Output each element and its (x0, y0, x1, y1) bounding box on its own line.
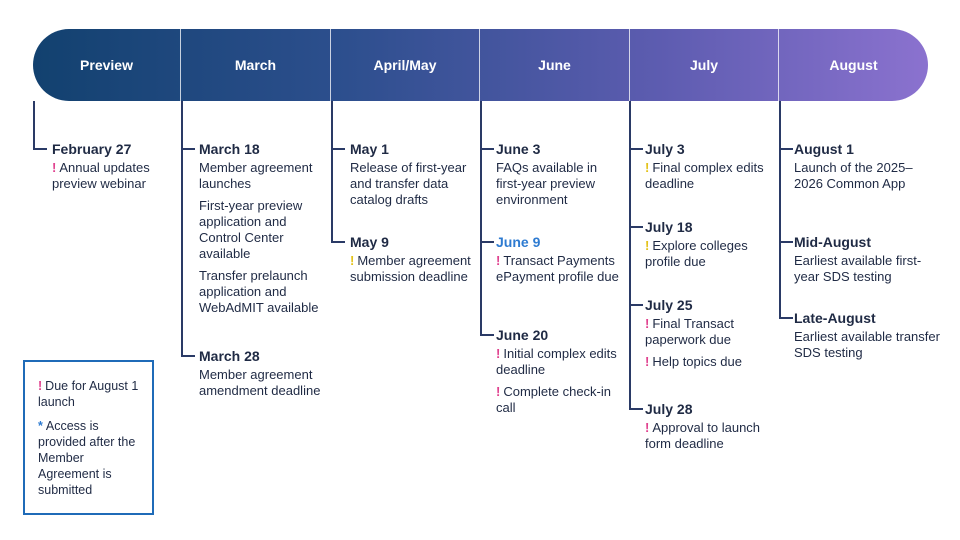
legend-due (38, 378, 140, 410)
due-mark: ! (52, 160, 57, 175)
connector-tick (779, 148, 793, 150)
due-mark: ! (645, 316, 650, 331)
due-mark: ! (496, 253, 501, 268)
due-mark: ! (496, 384, 501, 399)
milestone-february-27 (52, 140, 176, 198)
milestone-date: March 28 (199, 348, 260, 364)
milestone-date: June 20 (496, 327, 549, 343)
connector-tick (181, 355, 195, 357)
milestone-march-18 (199, 140, 326, 322)
milestone-date: August 1 (794, 141, 854, 157)
milestone-text: Launch of the 2025–2026 Common App (794, 160, 913, 191)
legend-box (23, 360, 154, 515)
milestone-date: July 3 (645, 141, 685, 157)
milestone-text: Explore colleges profile due (645, 238, 748, 269)
milestone-date: March 18 (199, 141, 260, 157)
milestone-text: Approval to launch form deadline (645, 420, 761, 451)
milestone-may-9 (350, 233, 478, 291)
milestone-text: Initial complex edits deadline (496, 346, 617, 377)
due-mark: ! (496, 346, 501, 361)
milestone-date: May 9 (350, 234, 389, 250)
connector-tick (629, 226, 643, 228)
connector-tick (480, 334, 494, 336)
period-july: July (630, 29, 779, 101)
milestone-text: Transfer prelaunch application and WebAdMIT available (199, 268, 319, 315)
period-june: June (480, 29, 630, 101)
milestone-text: Release of first-year and transfer data catalog drafts (350, 160, 467, 207)
milestone-date: July 28 (645, 401, 693, 417)
milestone-date: July 18 (645, 219, 693, 235)
milestone-text: Earliest available transfer SDS testing (794, 329, 940, 360)
milestone-text: Member agreement amendment deadline (199, 367, 321, 398)
milestone-text: Transact Payments ePayment profile due (496, 253, 619, 284)
milestone-late-august (794, 309, 944, 367)
due-mark: ! (645, 238, 650, 253)
connector-tick (33, 148, 47, 150)
legend-access (38, 418, 140, 498)
due-mark: ! (645, 354, 650, 369)
period-august: August (829, 57, 878, 73)
connector-tick (181, 148, 195, 150)
due-mark: ! (38, 379, 43, 393)
milestone-text: Help topics due (652, 354, 742, 369)
milestone-date: June 3 (496, 141, 541, 157)
milestone-august-1 (794, 140, 934, 198)
milestone-june-20 (496, 326, 624, 422)
milestone-text: First-year preview application and Control Center available (199, 198, 303, 261)
milestone-text: Earliest available first-year SDS testing (794, 253, 922, 284)
milestone-text: Annual updates preview webinar (52, 160, 150, 191)
connector-tick (779, 241, 793, 243)
connector-tick (629, 148, 643, 150)
milestone-july-18 (645, 218, 773, 276)
connector-line (779, 101, 781, 318)
connector-line (480, 101, 482, 335)
milestone-may-1 (350, 140, 476, 214)
milestone-june-9 (496, 233, 624, 291)
due-mark: ! (645, 160, 650, 175)
period-april-may: April/May (331, 29, 480, 101)
milestone-date: May 1 (350, 141, 389, 157)
milestone-text: Final complex edits deadline (645, 160, 764, 191)
due-mark: ! (350, 253, 355, 268)
milestone-july-25 (645, 296, 773, 376)
milestone-date: June 9 (496, 234, 541, 250)
milestone-date: Late-August (794, 310, 876, 326)
due-mark: ! (645, 420, 650, 435)
timeline-banner (33, 29, 928, 101)
connector-tick (331, 241, 345, 243)
legend-due-text: Due for August 1 launch (38, 379, 139, 409)
milestone-date: Mid-August (794, 234, 871, 250)
connector-line (331, 101, 333, 242)
milestone-date: February 27 (52, 141, 132, 157)
connector-tick (331, 148, 345, 150)
connector-tick (629, 304, 643, 306)
connector-line (33, 101, 35, 149)
period-march: March (181, 29, 331, 101)
milestone-text: Member agreement launches (199, 160, 313, 191)
milestone-text: Member agreement submission deadline (350, 253, 471, 284)
legend-access-text: Access is provided after the Member Agreement is submitted (38, 419, 136, 497)
milestone-date: July 25 (645, 297, 693, 313)
milestone-july-3 (645, 140, 773, 198)
milestone-text: Complete check-in call (496, 384, 611, 415)
period-preview: Preview (33, 29, 181, 101)
milestone-july-28 (645, 400, 773, 458)
milestone-text: FAQs available in first-year preview environment (496, 160, 598, 207)
milestone-june-3 (496, 140, 624, 214)
connector-tick (480, 148, 494, 150)
milestone-mid-august (794, 233, 944, 291)
connector-tick (629, 408, 643, 410)
connector-line (181, 101, 183, 356)
connector-tick (779, 317, 793, 319)
milestone-march-28 (199, 347, 326, 405)
asterisk-mark: * (38, 419, 43, 433)
connector-tick (480, 241, 494, 243)
milestone-text: Final Transact paperwork due (645, 316, 734, 347)
